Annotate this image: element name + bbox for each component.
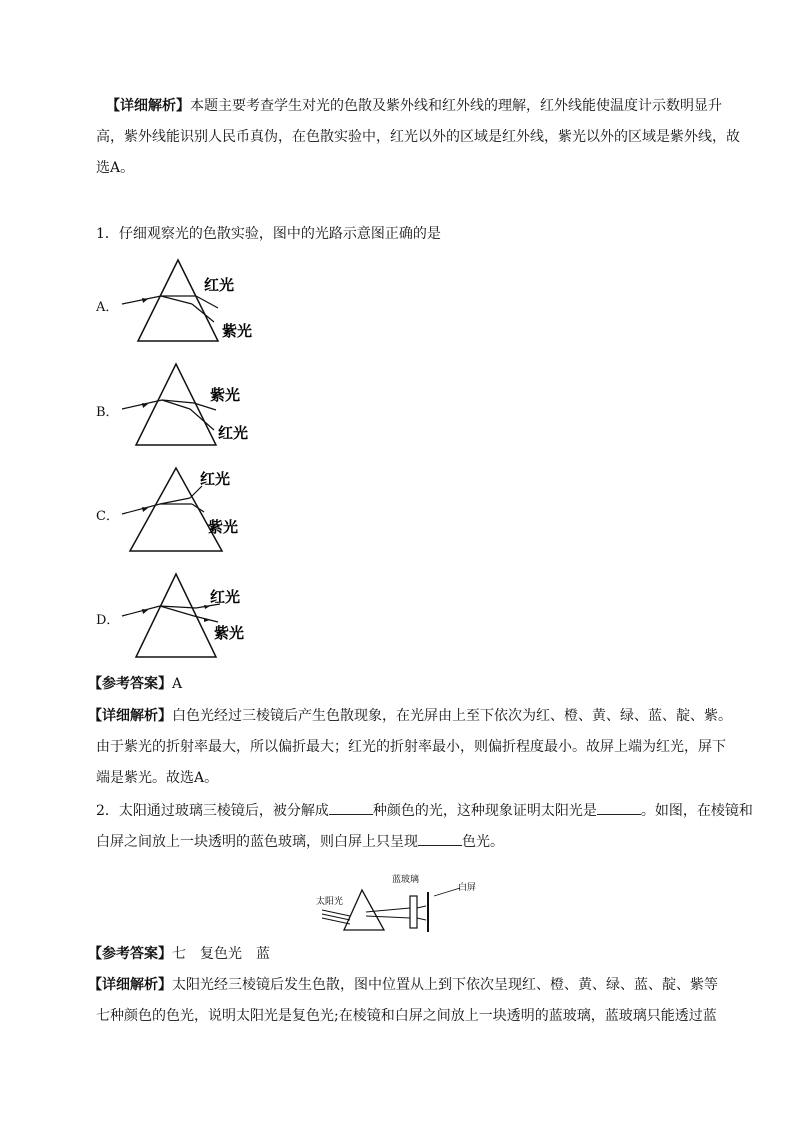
- blank-1: [329, 800, 373, 815]
- incident-ray: [122, 504, 160, 514]
- q2-answer: 【参考答案】七 复色光 蓝: [88, 946, 270, 962]
- q2-stem-line-2: 白屏之间放上一块透明的蓝色玻璃，则白屏上只呈现 色光。: [96, 831, 504, 852]
- option-a-diagram: [118, 256, 268, 346]
- q2-diagram: [310, 870, 500, 940]
- option-b-bottom-label: 红光: [218, 424, 249, 442]
- incident-ray: [122, 606, 160, 616]
- q1-analysis-line-1: 【详细解析】白色光经过三棱镜后产生色散现象，在光屏由上至下依次为红、橙、黄、绿、蓝、靛、紫。: [88, 708, 732, 724]
- intro-line-2: 高，紫外线能识别人民币真伪，在色散实验中，红光以外的区域是红外线，紫光以外的区域是紫外线，故: [96, 129, 740, 145]
- option-b-top-label: 紫光: [210, 386, 241, 404]
- option-d-label: D．: [96, 613, 120, 628]
- intro-line-3: 选A。: [96, 160, 135, 176]
- q1-answer: 【参考答案】A: [88, 676, 183, 692]
- q2-analysis-line-2: 七种颜色的色光，说明太阳光是复色光;在棱镜和白屏之间放上一块透明的蓝玻璃，蓝玻璃只能透过蓝: [96, 1008, 717, 1024]
- option-a-top-label: 红光: [204, 276, 235, 294]
- option-d-bottom-label: 紫光: [214, 624, 245, 642]
- incident-ray: [122, 296, 161, 304]
- blue-glass: [410, 896, 417, 928]
- arrow-icon: [204, 618, 210, 622]
- option-c-bottom-label: 紫光: [208, 518, 239, 536]
- violet-ray: [192, 304, 214, 322]
- option-c-diagram: [118, 464, 268, 556]
- option-d-diagram: [118, 570, 268, 662]
- white-screen-label: 白屏: [458, 883, 477, 893]
- option-b-diagram: [118, 360, 268, 450]
- analysis-label: 【详细解析】: [106, 98, 190, 114]
- blue-glass-label: 蓝玻璃: [392, 875, 420, 885]
- option-c-label: C．: [96, 509, 119, 524]
- screen-pointer: [434, 888, 460, 896]
- blank-2: [597, 800, 641, 815]
- q2-stem-line-1: 2．太阳通过玻璃三棱镜后，被分解成 种颜色的光，这种现象证明太阳光是 。如图，在棱镜和: [96, 800, 753, 821]
- prism-triangle: [136, 574, 216, 657]
- intro-line-1: 【详细解析】本题主要考查学生对光的色散及紫外线和红外线的理解，红外线能使温度计示数明显升: [106, 98, 722, 114]
- q1-stem: 1．仔细观察光的色散实验，图中的光路示意图正确的是: [96, 226, 441, 242]
- q1-analysis-line-3: 端是紫光。故选A。: [96, 770, 219, 786]
- option-b-label: B．: [96, 405, 119, 420]
- q1-analysis-line-2: 由于紫光的折射率最大，所以偏折最大；红光的折射率最小，则偏折程度最小。故屏上端为红光，屏下: [96, 739, 726, 755]
- option-a-label: A．: [96, 300, 119, 315]
- blank-3: [418, 831, 462, 846]
- q2-analysis-line-1: 【详细解析】太阳光经三棱镜后发生色散，图中位置从上到下依次呈现红、橙、黄、绿、蓝、靛、紫等: [88, 977, 718, 993]
- sunlight-label: 太阳光: [316, 897, 344, 907]
- option-d-top-label: 红光: [210, 588, 241, 606]
- option-c-top-label: 红光: [200, 470, 231, 488]
- option-a-bottom-label: 紫光: [222, 322, 253, 340]
